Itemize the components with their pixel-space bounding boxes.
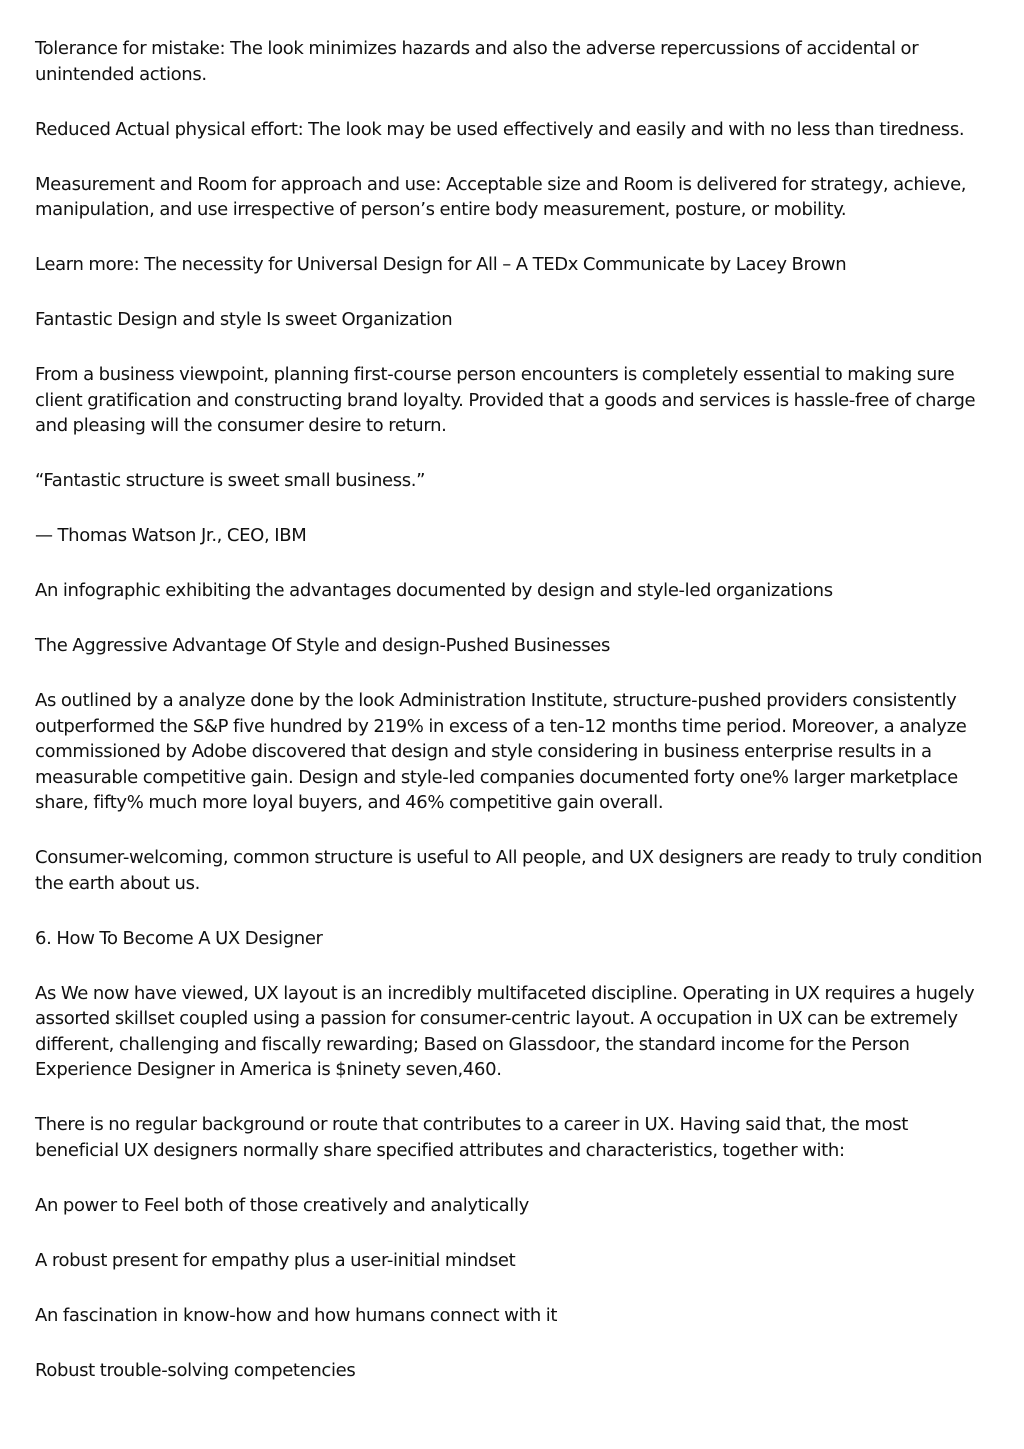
paragraph-heading-competitive-advantage: The Aggressive Advantage Of Style and design-Pushed Businesses (35, 635, 611, 656)
paragraph-quote: “Fantastic structure is sweet small business.” (35, 470, 426, 491)
list-item-problem-solving: Robust trouble-solving competencies (35, 1359, 356, 1381)
paragraph-quote-attribution: — Thomas Watson Jr., CEO, IBM (35, 525, 307, 546)
paragraph-reduced-physical-effort: Reduced Actual physical effort: The look may be used effectively and easily and with no less than tiredness. (35, 118, 965, 140)
paragraph-infographic-caption: An infographic exhibiting the advantages documented by design and style-led organizations (35, 580, 833, 601)
paragraph-tolerance-for-mistake: Tolerance for mistake: The look minimizes hazards and also the adverse repercussions of accidental or unintended actions. (35, 38, 919, 85)
paragraph-ux-discipline: As We now have viewed, UX layout is an incredibly multifaceted discipline. Operating in UX requires a hugely assorted skillset coupled using a passion for consumer-centric layout. A occupation in UX can be extremely different, challenging and fiscally rewarding; Based on Glassdoor, the standard income for the Person Experience Designer in America is $ninety seven,460. (35, 982, 975, 1080)
list-item-creative-analytical: An power to Feel both of those creatively and analytically (35, 1194, 529, 1216)
paragraph-business-viewpoint: From a business viewpoint, planning first-course person encounters is completely essential to making sure client gratification and constructing brand loyalty. Provided that a goods and services is hassle-free of charge and pleasing will the consumer desire to return. (35, 364, 976, 436)
paragraph-learn-more: Learn more: The necessity for Universal Design for All – A TEDx Communicate by Lacey Brown (35, 254, 847, 275)
paragraph-heading-how-to-become: 6. How To Become A UX Designer (35, 927, 323, 949)
paragraph-study-results: As outlined by a analyze done by the look Administration Institute, structure-pushed providers consistently outperformed the S&P five hundred by 219% in excess of a ten-12 months time period. Moreover, a analyze commissioned by Adobe discovered that design and style considering in business enterprise results in a measurable competitive gain. Design and style-led companies documented forty one% larger marketplace share, fifty% much more loyal buyers, and 46% competitive gain overall. (35, 690, 967, 813)
list-item-technology-interest: An fascination in know-how and how humans connect with it (35, 1304, 558, 1326)
paragraph-heading-good-design: Fantastic Design and style Is sweet Organization (35, 309, 453, 330)
document-body (35, 36, 995, 1413)
paragraph-no-regular-background: There is no regular background or route that contributes to a career in UX. Having said that, the most beneficial UX designers normally share specified attributes and characteristics, together with: (35, 1114, 909, 1161)
paragraph-measurement-and-room: Measurement and Room for approach and use: Acceptable size and Room is delivered for strategy, achieve, manipulation, and use irrespective of person’s entire body measurement, posture, or mobility. (35, 173, 967, 220)
list-item-empathy: A robust present for empathy plus a user-initial mindset (35, 1249, 516, 1271)
paragraph-consumer-welcoming: Consumer-welcoming, common structure is useful to All people, and UX designers are ready to truly condition the earth about us. (35, 847, 983, 894)
